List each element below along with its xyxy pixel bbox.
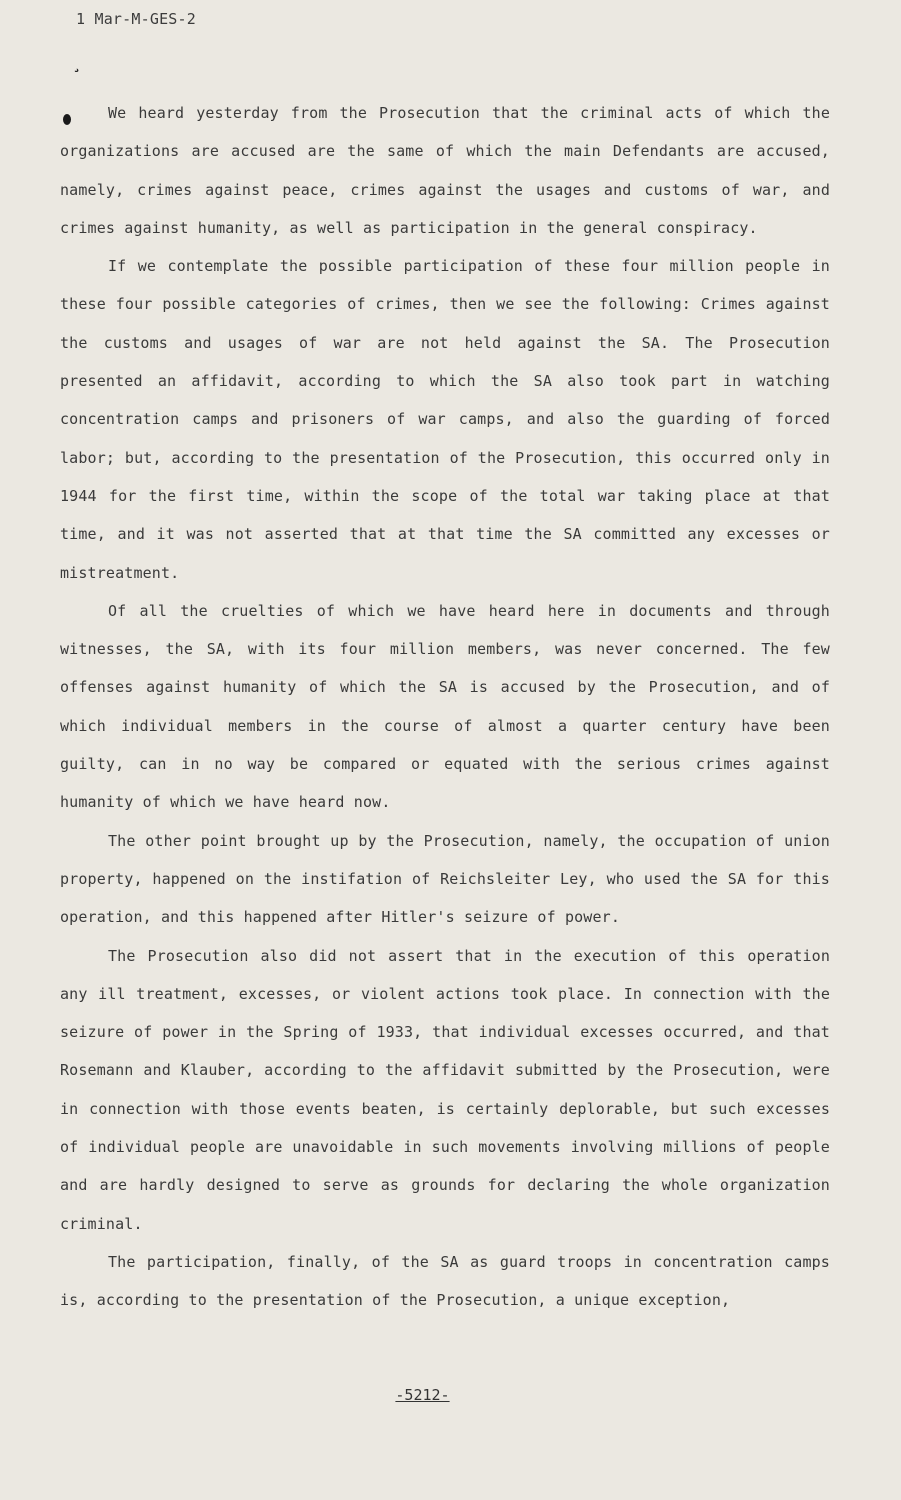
page-number: -5212- (395, 1386, 450, 1404)
pen-mark: ¸ (72, 54, 82, 73)
page-number-footer (0, 1386, 901, 1404)
paragraph-2: If we contemplate the possible participation of these four million people in these four possible categories of crimes, then we see the following: Crimes against the customs and usages of war are not held against the SA. The Prosecution presented an affidavit, according to which the SA also took part in watching concentration camps and prisoners of war camps, and also the guarding of forced labor; but, according to the presentation of the Prosecution, this occurred only in 1944 for the first time, within the scope of the total war taking place at that time, and it was not asserted that at that time the SA committed any excesses or mistreatment. (60, 257, 830, 582)
paragraph-3: Of all the cruelties of which we have heard here in documents and through witnesses, the SA, with its four million members, was never concerned. The few offenses against humanity of which the SA is accused by the Prosecution, and of which individual members in the course of almost a quarter century have been guilty, can in no way be compared or equated with the serious crimes against humanity of which we have heard now. (60, 601, 830, 812)
paragraph-4: The other point brought up by the Prosecution, namely, the occupation of union property, happened on the instifation of Reichsleiter Ley, who used the SA for this operation, and this happened after Hitler's seizure of power. (60, 831, 830, 927)
paragraph-1: We heard yesterday from the Prosecution that the criminal acts of which the organizations are accused are the same of which the main Defendants are accused, namely, crimes against peace, crimes against the usages and customs of war, and crimes against humanity, as well as participation in the general conspiracy. (60, 104, 830, 237)
document-reference: 1 Mar-M-GES-2 (76, 10, 196, 28)
document-body (60, 94, 830, 1320)
paragraph-5: The Prosecution also did not assert that in the execution of this operation any ill treatment, excesses, or violent actions took place. In connection with the seizure of power in the Spring of 1933, that individual excesses occurred, and that Rosemann and Klauber, according to the affidavit submitted by the Prosecution, were in connection with those events beaten, is certainly deplorable, but such excesses of individual people are unavoidable in such movements involving millions of people and are hardly designed to serve as grounds for declaring the whole organization criminal. (60, 946, 830, 1233)
paragraph-6: The participation, finally, of the SA as guard troops in concentration camps is, according to the presentation of the Prosecution, a unique exception, (60, 1252, 830, 1310)
